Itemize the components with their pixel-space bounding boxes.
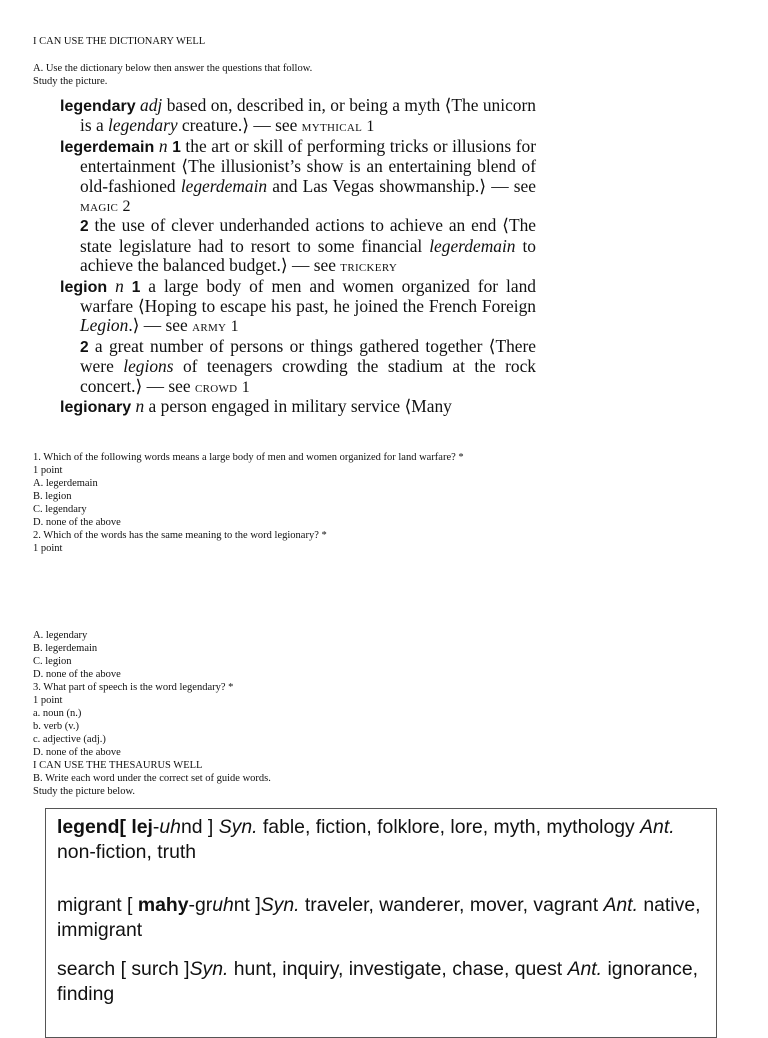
pronunciation-end: nt ] — [233, 894, 261, 916]
example-word: legerdemain — [180, 175, 268, 196]
option-3d[interactable]: D. none of the above — [33, 747, 121, 758]
question-2: 2. Which of the words has the same meaning to the word legionary? * — [33, 530, 327, 541]
stressed-syllable: lej — [131, 816, 153, 838]
option-2b[interactable]: B. legerdemain — [33, 643, 98, 654]
entry-word: migrant [ — [57, 894, 138, 916]
option-3c[interactable]: c. adjective (adj.) — [33, 734, 106, 745]
question-3: 3. What part of speech is the word legendary? * — [33, 682, 234, 693]
headword-legionary: legionary — [60, 399, 132, 417]
question-1: 1. Which of the following words means a large body of men and women organized for land warfare? * — [33, 452, 464, 463]
sense-number: 1 — [131, 278, 141, 296]
definition-text: a great number of persons or things gathered together ⟨There were — [80, 335, 536, 377]
entry-word: legend — [57, 816, 120, 838]
antonym-list: ignorance, finding — [57, 958, 699, 1005]
pronunciation-end: nd ] — [180, 816, 219, 838]
headword-legion: legion — [60, 278, 108, 296]
page-title: I CAN USE THE DICTIONARY WELL — [33, 36, 206, 47]
entry-word: search [ surch ] — [57, 958, 190, 980]
definition-text: to achieve the balanced budget.⟩ — see — [80, 235, 536, 276]
instruction-a: A. Use the dictionary below then answer the questions that follow. — [33, 63, 313, 74]
part-of-speech: n — [158, 135, 168, 156]
option-1b[interactable]: B. legion — [33, 491, 72, 502]
question-2-points: 1 point — [33, 543, 63, 554]
synonym-label: Syn. — [260, 894, 300, 916]
entry-legendary — [60, 96, 536, 137]
definition-text: the use of clever underhanded actions to achieve an end ⟨The state legislature had to resort to some financial — [80, 215, 536, 256]
antonym-list: non-fiction, truth — [57, 841, 197, 863]
cross-reference: magic 2 — [80, 198, 131, 216]
entry-legionary — [60, 397, 536, 417]
cross-reference: crowd 1 — [194, 378, 250, 396]
antonym-label: Ant. — [567, 958, 603, 980]
study-picture-below: Study the picture below. — [33, 786, 135, 797]
thesaurus-box — [45, 808, 717, 1038]
cross-reference: mythical 1 — [301, 118, 375, 136]
example-word: legions — [123, 356, 174, 377]
example-word: Legion — [80, 315, 129, 336]
antonym-label: Ant. — [640, 816, 675, 838]
thesaurus-entry-migrant — [57, 893, 706, 943]
instruction-b: B. Write each word under the correct set of guide words. — [33, 773, 271, 784]
definition-text: .⟩ — see — [128, 315, 193, 336]
stressed-syllable: mahy — [137, 894, 189, 916]
synonym-list: hunt, inquiry, investigate, chase, quest — [228, 958, 568, 980]
definition-text: of teenagers crowding the stadium at the rock concert.⟩ — see — [80, 356, 536, 396]
option-1a[interactable]: A. legerdemain — [33, 478, 98, 489]
entry-legion — [60, 277, 536, 337]
unstressed-vowel: uh — [159, 816, 181, 838]
section-title-thesaurus: I CAN USE THE THESAURUS WELL — [33, 760, 203, 771]
sense-number: 2 — [80, 338, 89, 356]
option-2a[interactable]: A. legendary — [33, 630, 88, 641]
thesaurus-entry-legend — [57, 815, 706, 865]
definition-text: creature.⟩ — see — [177, 115, 302, 136]
definition-text: the art or skill of performing tricks or illusions for entertainment ⟨The illusionist’s show is an entertaining blend of old-fashioned — [80, 135, 536, 196]
cross-reference: trickery — [340, 258, 398, 276]
part-of-speech: n — [135, 396, 145, 417]
hyphen: - — [152, 816, 160, 838]
dictionary-excerpt — [60, 96, 536, 418]
definition-text: based on, described in, or being a myth ⟨The unicorn is a — [80, 95, 536, 136]
option-2d[interactable]: D. none of the above — [33, 669, 121, 680]
synonym-label: Syn. — [218, 816, 258, 838]
synonym-list: fable, fiction, folklore, lore, myth, mythology — [257, 816, 641, 838]
synonym-label: Syn. — [189, 958, 229, 980]
definition-text: and Las Vegas showmanship.⟩ — see — [267, 175, 536, 196]
definition-text: a person engaged in military service ⟨Many — [144, 396, 452, 417]
pronunciation-bracket: [ — [119, 816, 132, 838]
sense-legion-2 — [60, 337, 536, 397]
headword-legendary: legendary — [60, 98, 136, 115]
part-of-speech: adj — [140, 95, 163, 115]
synonym-list: traveler, wanderer, mover, vagrant — [299, 894, 604, 916]
option-3b[interactable]: b. verb (v.) — [33, 721, 79, 732]
option-3a[interactable]: a. noun (n.) — [33, 708, 82, 719]
option-1c[interactable]: C. legendary — [33, 504, 87, 515]
study-picture-text: Study the picture. — [33, 76, 108, 87]
sense-number: 1 — [172, 138, 181, 156]
question-1-points: 1 point — [33, 465, 63, 476]
unstressed-vowel: uh — [212, 894, 234, 916]
cross-reference: army 1 — [192, 318, 239, 336]
question-3-points: 1 point — [33, 695, 63, 706]
option-2c[interactable]: C. legion — [33, 656, 72, 667]
antonym-label: Ant. — [603, 894, 638, 916]
definition-text: a large body of men and women organized for land warfare ⟨Hoping to escape his past, he joined the French Foreign — [80, 275, 536, 317]
antonym-list: native, immigrant — [57, 894, 701, 941]
example-word: legendary — [108, 115, 178, 136]
part-of-speech: n — [115, 275, 124, 296]
headword-legerdemain: legerdemain — [60, 138, 155, 156]
example-word: legerdemain — [429, 235, 516, 256]
thesaurus-entry-search — [57, 957, 706, 1007]
sense-number: 2 — [80, 218, 89, 236]
sense-legerdemain-2 — [60, 216, 536, 276]
pronunciation-middle: -gr — [188, 894, 213, 916]
entry-legerdemain — [60, 137, 536, 217]
option-1d[interactable]: D. none of the above — [33, 517, 121, 528]
